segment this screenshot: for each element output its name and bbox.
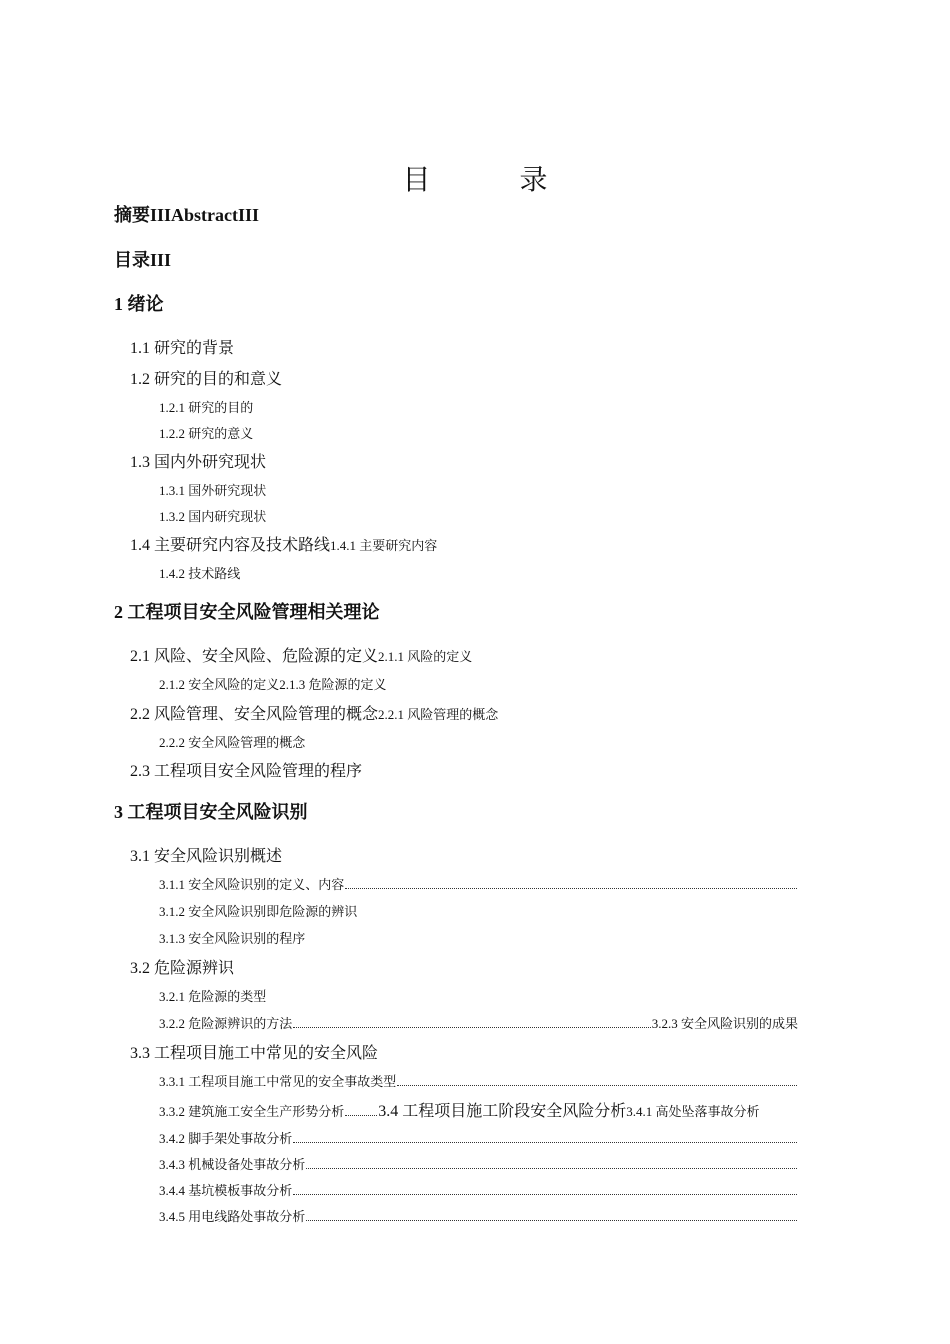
toc-section-2-3[interactable] xyxy=(130,758,362,781)
toc-subsection-1-3-2[interactable] xyxy=(159,506,266,525)
toc-entry-label: 3.4.2 脚手架处事故分析 xyxy=(159,1131,293,1146)
toc-subsection-3-3-1[interactable] xyxy=(159,1071,798,1090)
toc-entry-label: 1.4 主要研究内容及技术路线 xyxy=(130,537,331,554)
toc-entry-label: 2.1.2 安全风险的定义 xyxy=(159,677,280,692)
toc-entry-label: 3.4.5 用电线路处事故分析 xyxy=(159,1209,306,1224)
toc-subsection-3-1-1[interactable] xyxy=(159,874,798,893)
toc-subsection-3-1-3[interactable] xyxy=(159,928,305,947)
toc-entry-label: 3.2 危险源辨识 xyxy=(130,960,235,977)
toc-entry-label: 目录III xyxy=(114,250,172,270)
dot-leader xyxy=(293,1026,650,1028)
dot-leader xyxy=(397,1084,797,1086)
toc-chapter-2[interactable] xyxy=(114,598,380,624)
toc-subsection-2-1-2[interactable] xyxy=(159,674,387,693)
toc-subsection-3-4-5[interactable] xyxy=(159,1206,798,1225)
toc-section-1-4[interactable] xyxy=(130,532,437,555)
toc-entry-label: 1.3.1 国外研究现状 xyxy=(159,483,267,498)
page-title: 目 录 xyxy=(402,163,588,196)
toc-section-3-1[interactable] xyxy=(130,843,282,866)
toc-subsection-1-2-2[interactable] xyxy=(159,423,253,442)
dot-leader xyxy=(345,1114,377,1116)
toc-entry-label: 3 工程项目安全风险识别 xyxy=(114,802,308,822)
toc-entry-label-inline: 2.1.1 风险的定义 xyxy=(378,649,473,664)
toc-entry-label: 1.2 研究的目的和意义 xyxy=(130,371,283,388)
toc-subsection-2-2-2[interactable] xyxy=(159,732,305,751)
toc-entry-label: 2.3 工程项目安全风险管理的程序 xyxy=(130,763,363,780)
toc-subsection-3-4-2[interactable] xyxy=(159,1128,798,1147)
dot-leader xyxy=(293,1193,797,1195)
toc-chapter-1[interactable] xyxy=(114,290,164,316)
toc-subsection-3-2-1[interactable] xyxy=(159,986,266,1005)
toc-subsection-3-2-2[interactable] xyxy=(159,1013,798,1032)
toc-subsection-3-1-2[interactable] xyxy=(159,901,357,920)
toc-entry-label: 1.3 国内外研究现状 xyxy=(130,454,267,471)
toc-section-1-2[interactable] xyxy=(130,366,282,389)
toc-entry-label: 3.1.1 安全风险识别的定义、内容 xyxy=(159,877,345,892)
toc-entry-toc[interactable] xyxy=(114,246,171,272)
toc-section-1-1[interactable] xyxy=(130,335,234,358)
toc-entry-label: 2 工程项目安全风险管理相关理论 xyxy=(114,602,380,622)
toc-entry-label: 1.4.2 技术路线 xyxy=(159,566,241,581)
toc-section-2-2[interactable] xyxy=(130,701,498,724)
toc-entry-label: 1.2.1 研究的目的 xyxy=(159,400,254,415)
toc-entry-label: 3.1 安全风险识别概述 xyxy=(130,848,283,865)
toc-entry-label: 3.3.2 建筑施工安全生产形势分析 xyxy=(159,1104,345,1119)
toc-entry-label: 3.1.3 安全风险识别的程序 xyxy=(159,931,306,946)
toc-entry-label: 1.2.2 研究的意义 xyxy=(159,426,254,441)
toc-entry-label: 3.2.2 危险源辨识的方法 xyxy=(159,1016,293,1031)
toc-subsection-3-4-3[interactable] xyxy=(159,1154,798,1173)
toc-entry-label: 2.2.2 安全风险管理的概念 xyxy=(159,735,306,750)
toc-entry-label-inline: 3.4.1 高处坠落事故分析 xyxy=(626,1104,760,1119)
dot-leader xyxy=(293,1141,797,1143)
toc-entry-label: 3.3.1 工程项目施工中常见的安全事故类型 xyxy=(159,1074,397,1089)
toc-entry-label: 2.2 风险管理、安全风险管理的概念 xyxy=(130,706,379,723)
dot-leader xyxy=(345,887,797,889)
toc-entry-label: 3.1.2 安全风险识别即危险源的辨识 xyxy=(159,904,358,919)
toc-entry-label: 1.3.2 国内研究现状 xyxy=(159,509,267,524)
toc-entry-label: 3.2.1 危险源的类型 xyxy=(159,989,267,1004)
toc-entry-label-inline: 2.1.3 危险源的定义 xyxy=(279,677,387,692)
toc-subsection-3-4-4[interactable] xyxy=(159,1180,798,1199)
toc-section-3-2[interactable] xyxy=(130,955,234,978)
toc-entry-label-inline: 3.2.3 安全风险识别的成果 xyxy=(651,1016,798,1031)
toc-section-2-1[interactable] xyxy=(130,643,472,666)
toc-entry-label: 摘要IIIAbstractIII xyxy=(114,205,260,225)
toc-chapter-3[interactable] xyxy=(114,798,308,824)
toc-subsection-1-3-1[interactable] xyxy=(159,480,266,499)
dot-leader xyxy=(306,1219,797,1221)
toc-entry-label: 3.3 工程项目施工中常见的安全风险 xyxy=(130,1045,379,1062)
toc-entry-label: 3.4.4 基坑模板事故分析 xyxy=(159,1183,293,1198)
toc-section-1-3[interactable] xyxy=(130,449,266,472)
toc-subsection-1-2-1[interactable] xyxy=(159,397,253,416)
toc-subsection-1-4-2[interactable] xyxy=(159,563,240,582)
toc-entry-label-inline: 1.4.1 主要研究内容 xyxy=(330,538,438,553)
toc-entry-abstract[interactable] xyxy=(114,201,259,227)
toc-entry-label-inline: 2.2.1 风险管理的概念 xyxy=(378,707,499,722)
dot-leader xyxy=(306,1167,797,1169)
toc-subsection-3-3-2[interactable] xyxy=(159,1098,760,1121)
toc-entry-label: 3.4.3 机械设备处事故分析 xyxy=(159,1157,306,1172)
toc-entry-label-inline: 3.4 工程项目施工阶段安全风险分析 xyxy=(378,1103,627,1120)
toc-entry-label: 2.1 风险、安全风险、危险源的定义 xyxy=(130,648,379,665)
toc-entry-label: 1.1 研究的背景 xyxy=(130,340,235,357)
toc-entry-label: 1 绪论 xyxy=(114,294,164,314)
toc-section-3-3[interactable] xyxy=(130,1040,378,1063)
